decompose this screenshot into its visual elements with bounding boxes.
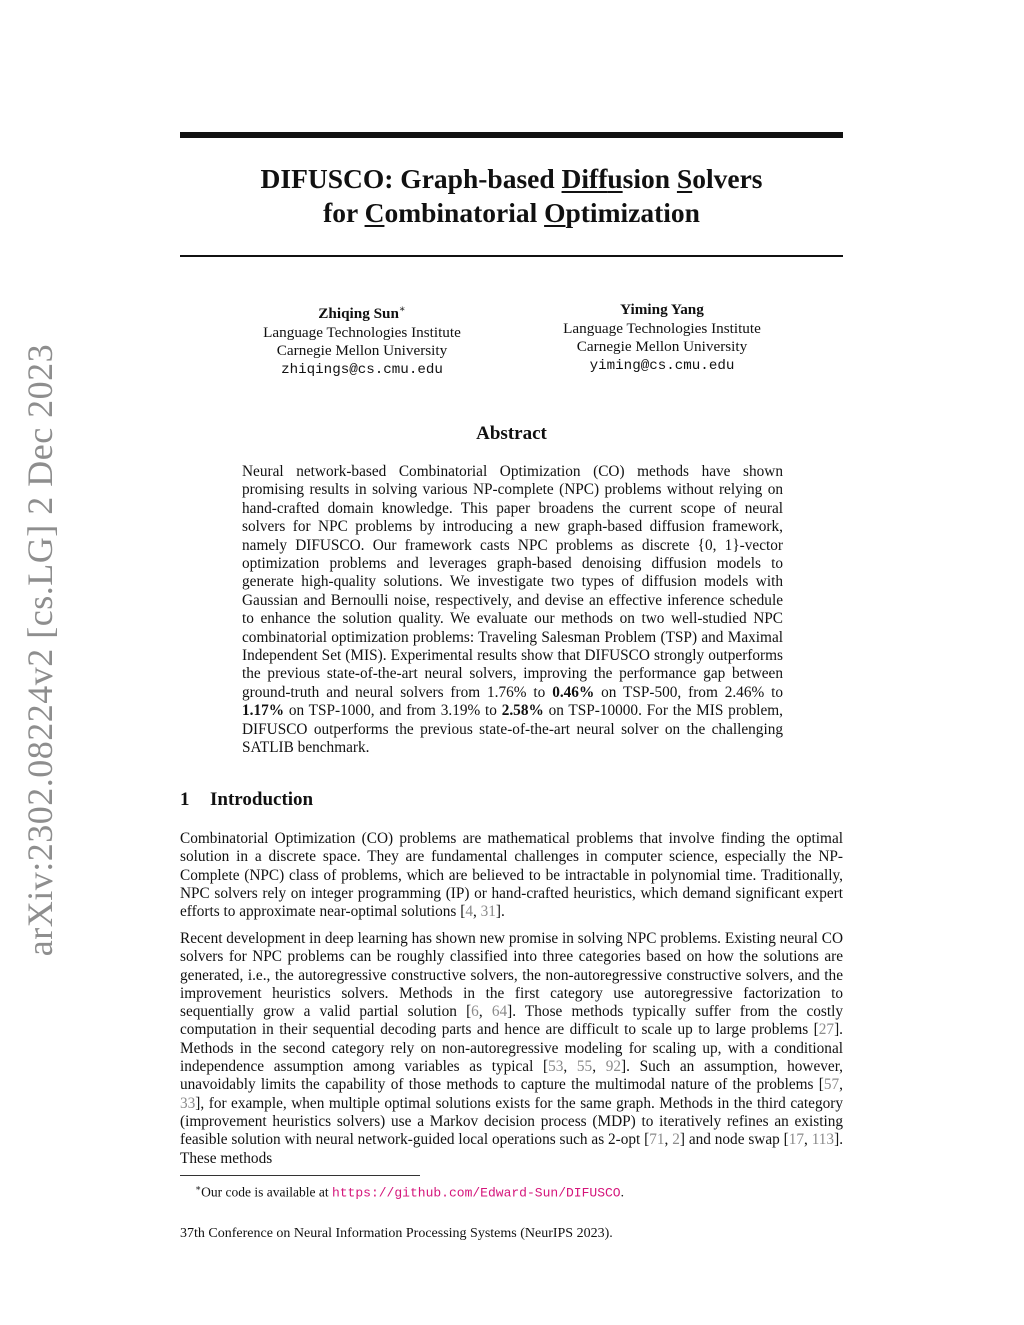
author-affiliation: Language Technologies Institute <box>563 319 761 337</box>
section-title: Introduction <box>210 789 314 810</box>
paper-title <box>180 162 843 230</box>
citation-link[interactable]: 2 <box>672 1131 680 1149</box>
author-email: yiming@cs.cmu.edu <box>589 357 735 374</box>
citation-link[interactable]: 55 <box>576 1058 593 1076</box>
footnote-mark: ∗ <box>195 1183 202 1193</box>
citation-link[interactable]: 71 <box>649 1131 665 1149</box>
footnote-mark: ∗ <box>398 304 406 315</box>
author-name: Zhiqing Sun∗ <box>318 304 406 323</box>
author-university: Carnegie Mellon University <box>276 342 448 360</box>
code-repository-link[interactable]: https://github.com/Edward-Sun/DIFUSCO <box>331 1185 621 1201</box>
arxiv-identifier: arXiv:2302.08224v2 [cs.LG] 2 Dec 2023 <box>20 343 60 957</box>
author-block <box>532 301 792 375</box>
title-top-rule <box>180 132 843 138</box>
author-email: zhiqings@cs.cmu.edu <box>281 361 443 378</box>
citation-link[interactable]: 64 <box>491 1003 508 1021</box>
citation-link[interactable]: 17 <box>788 1131 805 1149</box>
intro-paragraph: Recent development in deep learning has shown new promise in solving NPC problems. Existing neural CO solvers for NPC problems can be roughly classified into three categories based on how the solutions are generated, i.e., the autoregressive constructive solvers, the non-autoregressive constructive solvers, and the improvement heuristics solvers. Methods in the first category use autoregressive factorization to sequentially grow a valid partial solution [6, 64]. Those methods typically suffer from the costly computation in their sequential decoding parts and hence are difficult to scale up to large problems [27]. Methods in the second category rely on non-autoregressive modeling for scaling up, with a conditional independence assumption among variables as typical [53, 55, 92]. Such an assumption, however, unavoidably limits the capability of those methods to capture the multimodal nature of the problems [57, 33], for example, when multiple optimal solutions exists for the same graph. Methods in the third category (improvement heuristics solvers) use a Markov decision process (MDP) to iteratively refines an existing feasible solution with neural network-guided local operations such as 2-opt [71, 2] and node swap [17, 113]. These methods <box>180 930 844 1167</box>
author-university: Carnegie Mellon University <box>576 338 748 356</box>
intro-paragraph: Combinatorial Optimization (CO) problems are mathematical problems that involve finding the optimal solution in a discrete space. They are fundamental challenges in computer science, especially the NP-Complete (NPC) class of problems, which are believed to be intractable in polynomial time. Traditionally, NPC solvers rely on integer programming (IP) or hand-crafted heuristics, which demand significant expert efforts to approximate near-optimal solutions [4, 31]. <box>180 830 843 921</box>
citation-link[interactable]: 92 <box>605 1058 621 1076</box>
title-line-1: DIFUSCO: Graph-based Diffusion Solvers <box>260 163 763 194</box>
result-highlight: 1.17% <box>242 702 285 720</box>
title-line-2: for Combinatorial Optimization <box>323 197 700 228</box>
section-heading <box>180 789 313 811</box>
citation-link[interactable]: 27 <box>818 1021 835 1039</box>
citation-link[interactable]: 6 <box>471 1003 479 1021</box>
footnote-divider <box>180 1175 420 1176</box>
result-highlight: 2.58% <box>501 702 544 720</box>
citation-link[interactable]: 113 <box>811 1131 835 1149</box>
venue-note: 37th Conference on Neural Information Processing Systems (NeurIPS 2023). <box>180 1226 613 1241</box>
citation-link[interactable]: 31 <box>480 903 496 921</box>
abstract-heading: Abstract <box>476 423 547 444</box>
author-affiliation: Language Technologies Institute <box>263 323 461 341</box>
citation-link[interactable]: 4 <box>465 903 473 921</box>
author-name: Yiming Yang <box>620 301 704 318</box>
author-block <box>232 301 492 379</box>
title-bottom-rule <box>180 255 843 257</box>
citation-link[interactable]: 33 <box>180 1094 196 1112</box>
abstract-body: Neural network-based Combinatorial Optimization (CO) methods have shown promising results in solving various NP-complete (NPC) problems without relying on hand-crafted domain knowledge. This paper broadens the current scope of neural solvers for NPC problems by introducing a new graph-based diffusion framework, namely DIFUSCO. Our framework casts NPC problems as discrete {0, 1}-vector optimization problems and leverages graph-based denoising diffusion models to generate high-quality solutions. We investigate two types of diffusion models with Gaussian and Bernoulli noise, respectively, and devise an effective inference schedule to enhance the solution quality. We evaluate our methods on two well-studied NPC combinatorial optimization problems: Traveling Salesman Problem (TSP) and Maximal Independent Set (MIS). Experimental results show that DIFUSCO strongly outperforms the previous state-of-the-art neural solvers, improving the performance gap between ground-truth and neural solvers from 1.76% to 0.46% on TSP-500, from 2.46% to 1.17% on TSP-1000, and from 3.19% to 2.58% on TSP-10000. For the MIS problem, DIFUSCO outperforms the previous state-of-the-art neural solver on the challenging SATLIB benchmark. <box>242 463 783 757</box>
section-number: 1 <box>180 789 190 810</box>
citation-link[interactable]: 53 <box>548 1058 564 1076</box>
footnote: ∗Our code is available at https://github.com/Edward-Sun/DIFUSCO. <box>195 1183 624 1201</box>
citation-link[interactable]: 57 <box>823 1076 840 1094</box>
result-highlight: 0.46% <box>552 683 595 701</box>
